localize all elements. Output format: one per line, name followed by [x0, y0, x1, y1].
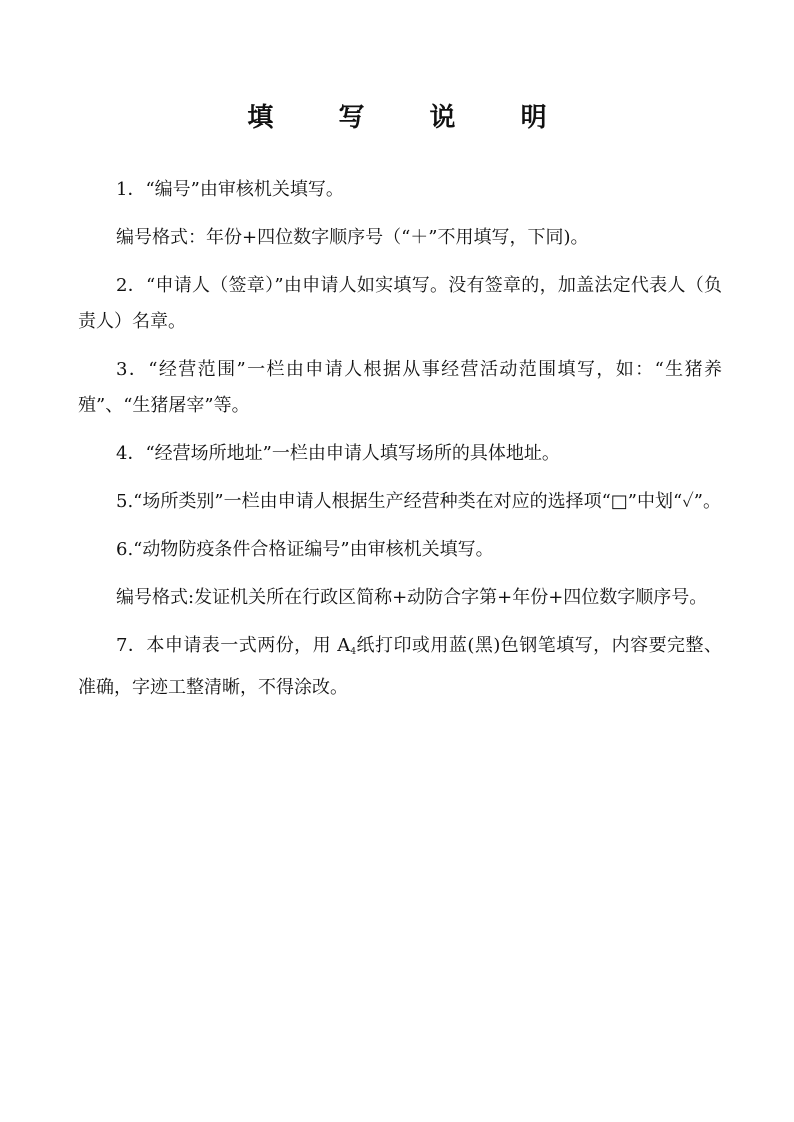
instruction-paragraph-7: [78, 628, 722, 706]
instruction-paragraph-1: 1．“编号”由审核机关填写。: [116, 179, 344, 200]
paper-size-subscript: 4: [350, 647, 357, 657]
instruction-paragraph-7-end: 纸打印或用蓝(黑)色钢笔填写，内容要完整、准确，字迹工整清晰，不得涂改。: [78, 635, 723, 698]
instruction-paragraph-4: 4．“经营场所地址”一栏由申请人填写场所的具体地址。: [116, 443, 560, 464]
instructions-body: [78, 172, 722, 706]
instruction-paragraph-6-format: 编号格式:发证机关所在行政区简称+动防合字第+年份+四位数字顺序号。: [116, 587, 708, 608]
instruction-paragraph-1-format: 编号格式：年份+四位数字顺序号（“＋”不用填写，下同)。: [116, 227, 589, 248]
instruction-paragraph-3: 3．“经营范围”一栏由申请人根据从事经营活动范围填写，如：“生猪养殖”、“生猪屠宰”等。: [78, 359, 722, 416]
page-title: 填 写 说 明: [247, 103, 575, 133]
instruction-paragraph-7-start: 7．本申请表一式两份，用 A: [116, 635, 351, 656]
instruction-paragraph-2: 2．“申请人（签章）”由申请人如实填写。没有签章的，加盖法定代表人（负责人）名章。: [78, 275, 722, 332]
instruction-paragraph-5: 5.“场所类别”一栏由申请人根据生产经营种类在对应的选择项“□”中划“✓”。: [116, 491, 722, 512]
instruction-paragraph-6: 6.“动物防疫条件合格证编号”由审核机关填写。: [116, 539, 494, 560]
